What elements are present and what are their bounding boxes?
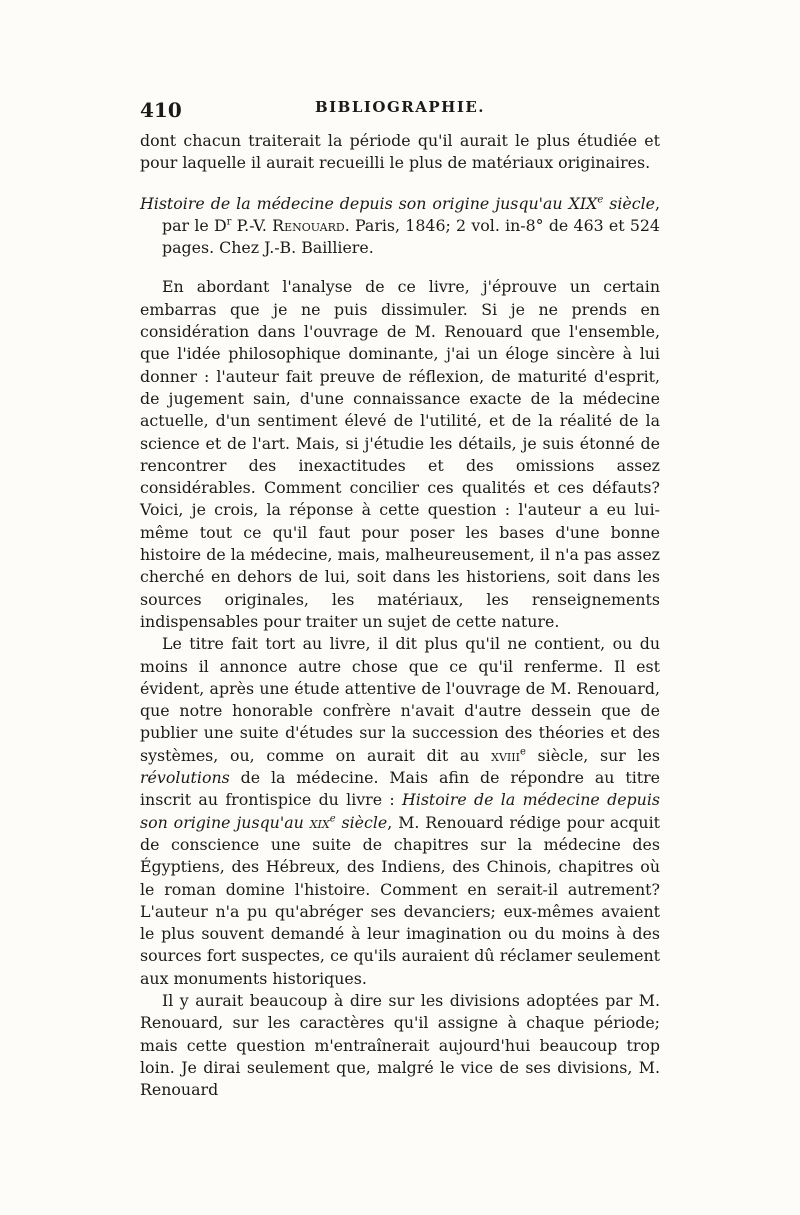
paragraph-3: Il y aurait beaucoup à dire sur les divisions adoptées par M. Renouard, sur les caractères qu'il assigne à chaque période; mais cette question m'entraînerait aujourd'hui beaucoup trop loin. Je dirai seulement que, malgré le vice de ses divisions, M. Renouard: [140, 990, 660, 1100]
paragraph-2: Le titre fait tort au livre, il dit plus qu'il ne contient, ou du moins il annonce autre chose que ce qu'il renferme. Il est évident, après une étude attentive de l'ouvrage de M. Renouard, que notre honorable confrère n'avait d'autre dessein que de publier une suite d'études sur la succession des théories et des systèmes, ou, comme on aurait dit au xviii$^e$ siècle, sur les révolutions de la médecine. Mais afin de répondre au titre inscrit au frontispice du livre : Histoire de la médecine depuis son origine jusqu'au xix$^e$ siècle, M. Renouard rédige pour acquit de conscience une suite de chapitres sur la médecine des Égyptiens, des Hébreux, des Indiens, des Chinois, chapitres où le roman domine l'histoire. Comment en serait-il autrement? L'auteur n'a pu qu'abréger ses devanciers; eux-mêmes avaient le plus souvent demandé à leur imagination ou du moins à des sources fort suspectes, ce qu'ils auraient dû réclamer seulement aux monuments historiques.: [140, 634, 660, 988]
inline-title: Histoire de la médecine depuis son origine jusqu'au xix$^e$ siècle: [140, 790, 660, 832]
running-title: BIBLIOGRAPHIE.: [314, 98, 486, 116]
page-number: 410: [140, 98, 182, 122]
citation-title: Histoire de la médecine depuis son origine jusqu'au XIXe siècle: [140, 193, 655, 213]
citation-by: , par le $D^r$: [162, 193, 660, 235]
continued-paragraph: dont chacun traiterait la période qu'il aurait le plus étudiée et pour laquelle il aurait recueilli le plus de matériaux originaires.: [140, 131, 660, 173]
citation-details: Paris, 1846; 2 vol. in-8° de 463 et 524 pages. Chez J.-B. Bailliere.: [162, 215, 660, 258]
book-page: [140, 98, 660, 1101]
book-citation: [140, 193, 660, 260]
running-head: [140, 98, 660, 126]
citation-author: P.-V. Renouard.: [231, 215, 350, 235]
paragraph-1: En abordant l'analyse de ce livre, j'éprouve un certain embarras que je ne puis dissimuler. Si je ne prends en considération dans l'ouvrage de M. Renouard que l'ensemble, que l'idée philosophique dominante, j'ai un éloge sincère à lui donner : l'auteur fait preuve de réflexion, de maturité d'esprit, de jugement sain, d'une connaissance exacte de la médecine actuelle, d'un sentiment élevé de l'utilité, et de la réalité de la science et de l'art. Mais, si j'étudie les détails, je suis étonné de rencontrer des inexactitudes et des omissions assez considérables. Comment concilier ces qualités et ces défauts? Voici, je crois, la réponse à cette question : l'auteur a eu lui-même tout ce qu'il faut pour poser les bases d'une bonne histoire de la médecine, mais, malheureusement, il n'a pas assez cherché en dehors de lui, soit dans les historiens, soit dans les sources originales, les matériaux, les renseignements indispensables pour traiter un sujet de cette nature.: [140, 277, 660, 631]
